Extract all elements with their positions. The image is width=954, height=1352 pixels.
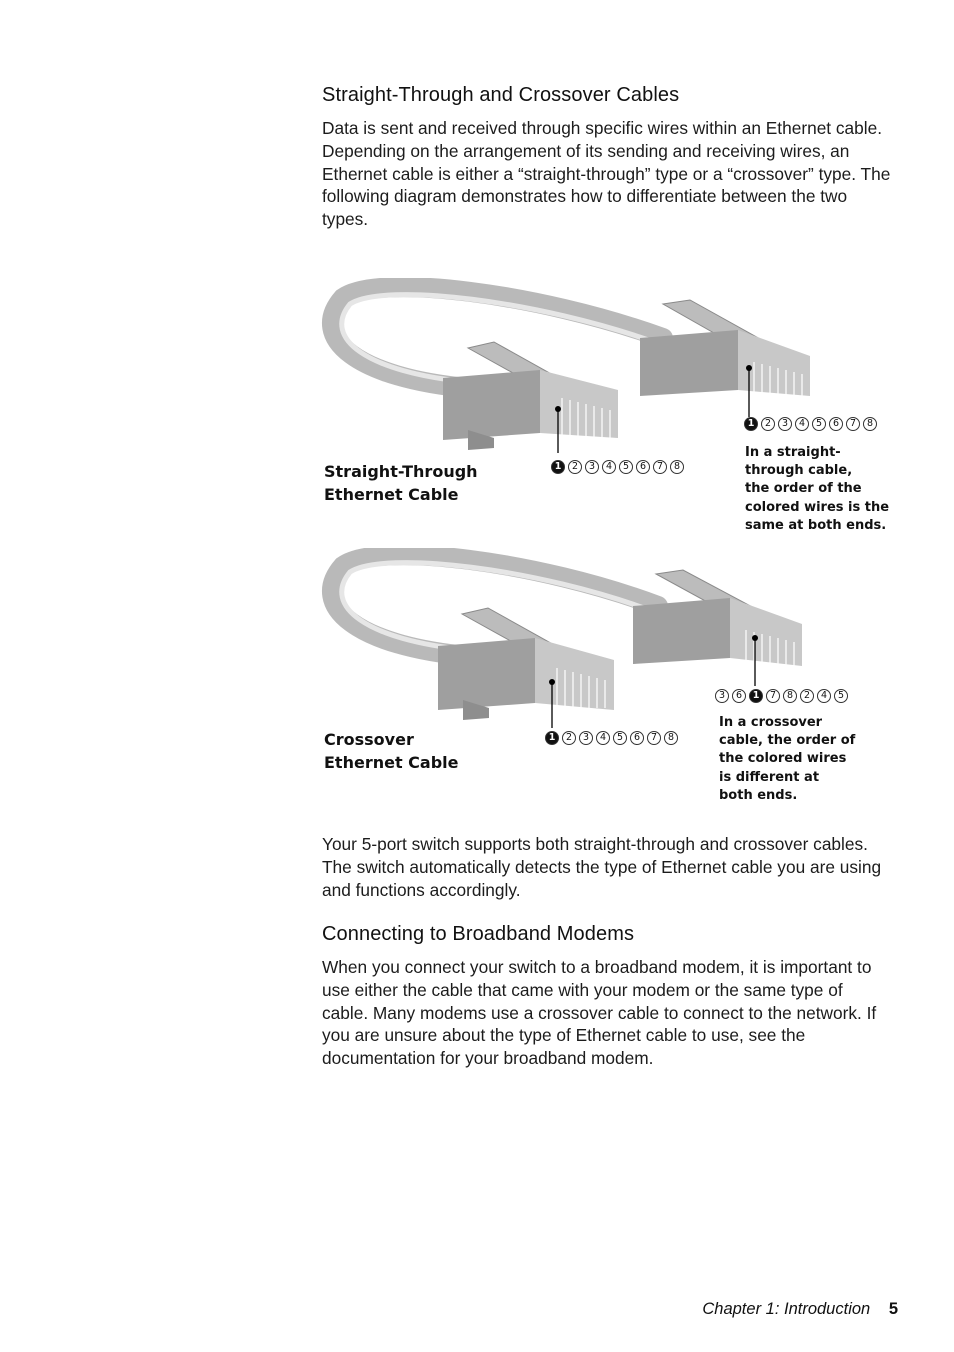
pin: 5 xyxy=(834,689,848,703)
pin: 7 xyxy=(846,417,860,431)
modems-paragraph: When you connect your switch to a broadband modem, it is important to use either the cable that came with your modem or the same type of cable. Many modems use a crossover cable to connect to the network. If you are unsure about the type of Ethernet cable to use, see the documentation for your broadband modem. xyxy=(322,957,877,1069)
label-line: Crossover xyxy=(324,730,414,749)
label-line: Straight-Through xyxy=(324,462,478,481)
pin: 6 xyxy=(829,417,843,431)
pin: 8 xyxy=(670,460,684,474)
pin: 2 xyxy=(800,689,814,703)
section-heading-cables: Straight-Through and Crossover Cables xyxy=(322,84,680,106)
pin: 5 xyxy=(619,460,633,474)
pin: 7 xyxy=(653,460,667,474)
note-line: same at both ends. xyxy=(745,517,887,533)
label-line: Ethernet Cable xyxy=(324,753,459,772)
pin: 7 xyxy=(647,731,661,745)
pin: 2 xyxy=(568,460,582,474)
note-line: the colored wires xyxy=(719,751,847,767)
pin: 6 xyxy=(630,731,644,745)
straight-through-label xyxy=(324,460,478,506)
pin: 3 xyxy=(715,689,729,703)
straight-through-note xyxy=(745,444,889,535)
note-line: is different at xyxy=(719,769,820,785)
straight-near-pin-order xyxy=(551,460,684,474)
pin: 5 xyxy=(613,731,627,745)
pin: 8 xyxy=(783,689,797,703)
pin: 8 xyxy=(664,731,678,745)
pin: 7 xyxy=(766,689,780,703)
pin: 3 xyxy=(585,460,599,474)
straight-through-cable-illustration xyxy=(318,278,818,453)
pin: 1 xyxy=(749,689,763,703)
pin: 6 xyxy=(636,460,650,474)
note-line: In a straight- xyxy=(745,445,841,460)
support-paragraph: Your 5-port switch supports both straight-through and crossover cables. The switch automatically detects the type of Ethernet cable you are using and functions accordingly. xyxy=(322,834,882,900)
pin: 4 xyxy=(817,689,831,703)
pin: 8 xyxy=(863,417,877,431)
pin: 4 xyxy=(596,731,610,745)
pin: 3 xyxy=(579,731,593,745)
crossover-label xyxy=(324,728,459,774)
pin: 4 xyxy=(795,417,809,431)
page-number: 5 xyxy=(888,1300,898,1318)
note-line: cable, the order of xyxy=(719,733,856,749)
intro-paragraph: Data is sent and received through specific wires within an Ethernet cable. Depending on the arrangement of its sending and receiving wires, an Ethernet cable is either a “straight-through” type or a “crossover” type. The following diagram demonstrates how to differentiate between the two types. xyxy=(322,118,891,230)
pin: 1 xyxy=(545,731,559,745)
footer-chapter: Chapter 1: Introduction xyxy=(702,1300,871,1318)
pin: 4 xyxy=(602,460,616,474)
pin: 1 xyxy=(551,460,565,474)
pin: 1 xyxy=(744,417,758,431)
section-heading-modems: Connecting to Broadband Modems xyxy=(322,923,635,945)
note-line: through cable, xyxy=(745,463,853,479)
crossover-far-pin-order xyxy=(715,689,848,703)
pin: 2 xyxy=(761,417,775,431)
pin: 6 xyxy=(732,689,746,703)
note-line: In a crossover xyxy=(719,715,823,730)
note-line: colored wires is the xyxy=(745,499,890,515)
note-line: both ends. xyxy=(719,787,798,803)
label-line: Ethernet Cable xyxy=(324,485,459,504)
pin: 5 xyxy=(812,417,826,431)
crossover-note xyxy=(719,714,855,805)
straight-far-pin-order xyxy=(744,417,877,431)
page-footer xyxy=(702,1300,898,1319)
pin: 3 xyxy=(778,417,792,431)
note-line: the order of the xyxy=(745,481,862,497)
pin: 2 xyxy=(562,731,576,745)
crossover-near-pin-order xyxy=(545,731,678,745)
